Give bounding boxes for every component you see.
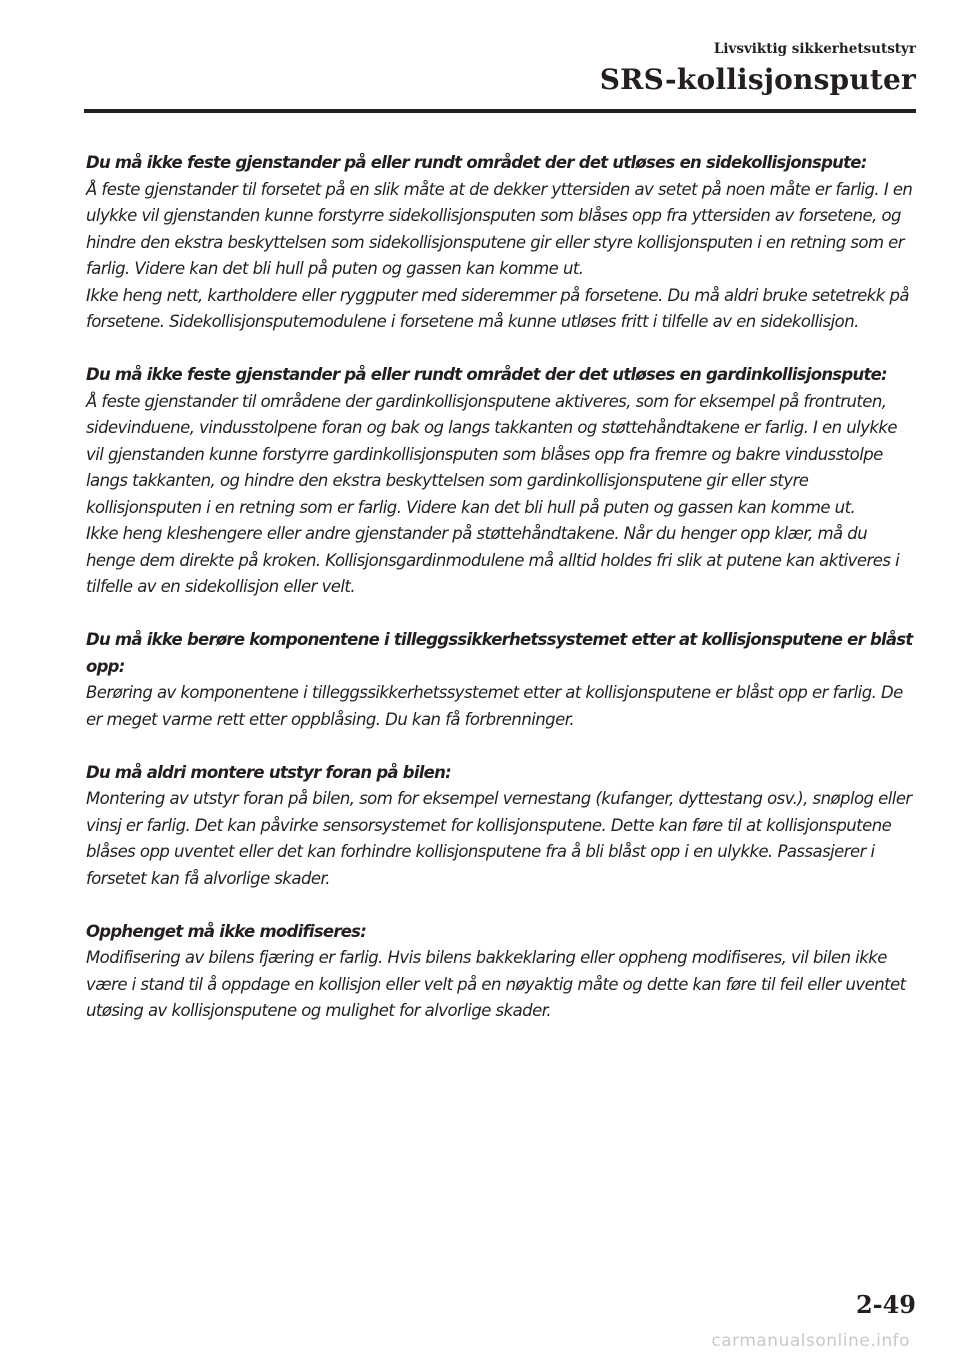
section-heading: Du må ikke feste gjenstander på eller rundt området der det utløses en sidekollisjonspute: xyxy=(86,153,867,172)
section-paragraph: Å feste gjenstander til områdene der gardinkollisjonsputene aktiveres, som for eksempel på frontruten, sidevinduene, vindusstolpene foran og bak og langs takkanten og støttehåndtakene er farlig. I en ulykke vil gjenstanden kunne forstyrre gardinkollisjonsputen som blåses opp fra fremre og bakre vindusstolpe langs takkanten, og hindre den ekstra beskyttelsen som gardinkollisjonsputene gir eller styre kollisjonsputen i en retning som er farlig. Videre kan det bli hull på puten og gassen kan komme ut. xyxy=(86,391,898,517)
section-heading: Du må aldri montere utstyr foran på bilen: xyxy=(86,762,451,782)
page-number: 2-49 xyxy=(855,1290,916,1319)
chapter-title: SRS-kollisjonsputer xyxy=(599,63,916,96)
site-watermark: carmanualsonline.info xyxy=(711,1331,910,1351)
warning-section-side-airbag xyxy=(86,150,916,336)
section-paragraph: Å feste gjenstander til forsetet på en slik måte at de dekker yttersiden av setet på noen måte er farlig. I en ulykke vil gjenstanden kunne forstyrre sidekollisjonsputen som blåses opp fra yttersiden av forsetene, og hindre den ekstra beskyttelsen som sidekollisjonsputene gir eller styre kollisjonsputen i en retning som er farlig. Videre kan det bli hull på puten og gassen kan komme ut. xyxy=(86,179,913,278)
chapter-subtitle: Livsviktig sikkerhetsutstyr xyxy=(713,41,916,57)
warning-content xyxy=(86,150,916,1051)
page-header xyxy=(84,40,916,98)
header-divider xyxy=(84,109,916,113)
warning-section-front-equipment xyxy=(86,760,916,893)
warning-section-suspension xyxy=(86,919,916,1025)
section-heading: Opphenget må ikke modifiseres: xyxy=(86,921,367,941)
section-paragraph: Ikke heng nett, kartholdere eller ryggputer med sideremmer på forsetene. Du må aldri bruke setetrekk på forsetene. Sidekollisjonsputemodulene i forsetene må kunne utløses fritt i tilfelle av en sidekollisjon. xyxy=(86,285,909,331)
section-heading: Du må ikke berøre komponentene i tilleggssikkerhetssystemet etter at kollisjonsputene er blåst opp: xyxy=(86,630,913,676)
section-heading: Du må ikke feste gjenstander på eller rundt området der det utløses en gardinkollisjonspute: xyxy=(86,365,887,384)
section-paragraph: Montering av utstyr foran på bilen, som for eksempel vernestang (kufanger, dyttestang osv.), snøplog eller vinsj er farlig. Det kan påvirke sensorsystemet for kollisjonsputene. Dette kan føre til at kollisjonsputene blåses opp uventet eller det kan forhindre kollisjonsputene fra å bli blåst opp i en ulykke. Passasjerer i forsetet kan få alvorlige skader. xyxy=(86,789,912,888)
warning-section-components xyxy=(86,627,916,733)
section-paragraph: Berøring av komponentene i tilleggssikkerhetssystemet etter at kollisjonsputene er blåst opp er farlig. De er meget varme rett etter oppblåsing. Du kan få forbrenninger. xyxy=(86,683,903,729)
warning-section-curtain-airbag xyxy=(86,362,916,601)
section-paragraph: Modifisering av bilens fjæring er farlig. Hvis bilens bakkeklaring eller oppheng modifiseres, vil bilen ikke være i stand til å oppdage en kollisjon eller velt på en nøyaktig måte og dette kan føre til feil eller uventet utøsing av kollisjonsputene og mulighet for alvorlige skader. xyxy=(86,948,906,1020)
section-paragraph: Ikke heng kleshengere eller andre gjenstander på støttehåndtakene. Når du henger opp klær, må du henge dem direkte på kroken. Kollisjonsgardinmodulene må alltid holdes fri slik at putene kan aktiveres i tilfelle av en sidekollisjon eller velt. xyxy=(86,524,900,596)
